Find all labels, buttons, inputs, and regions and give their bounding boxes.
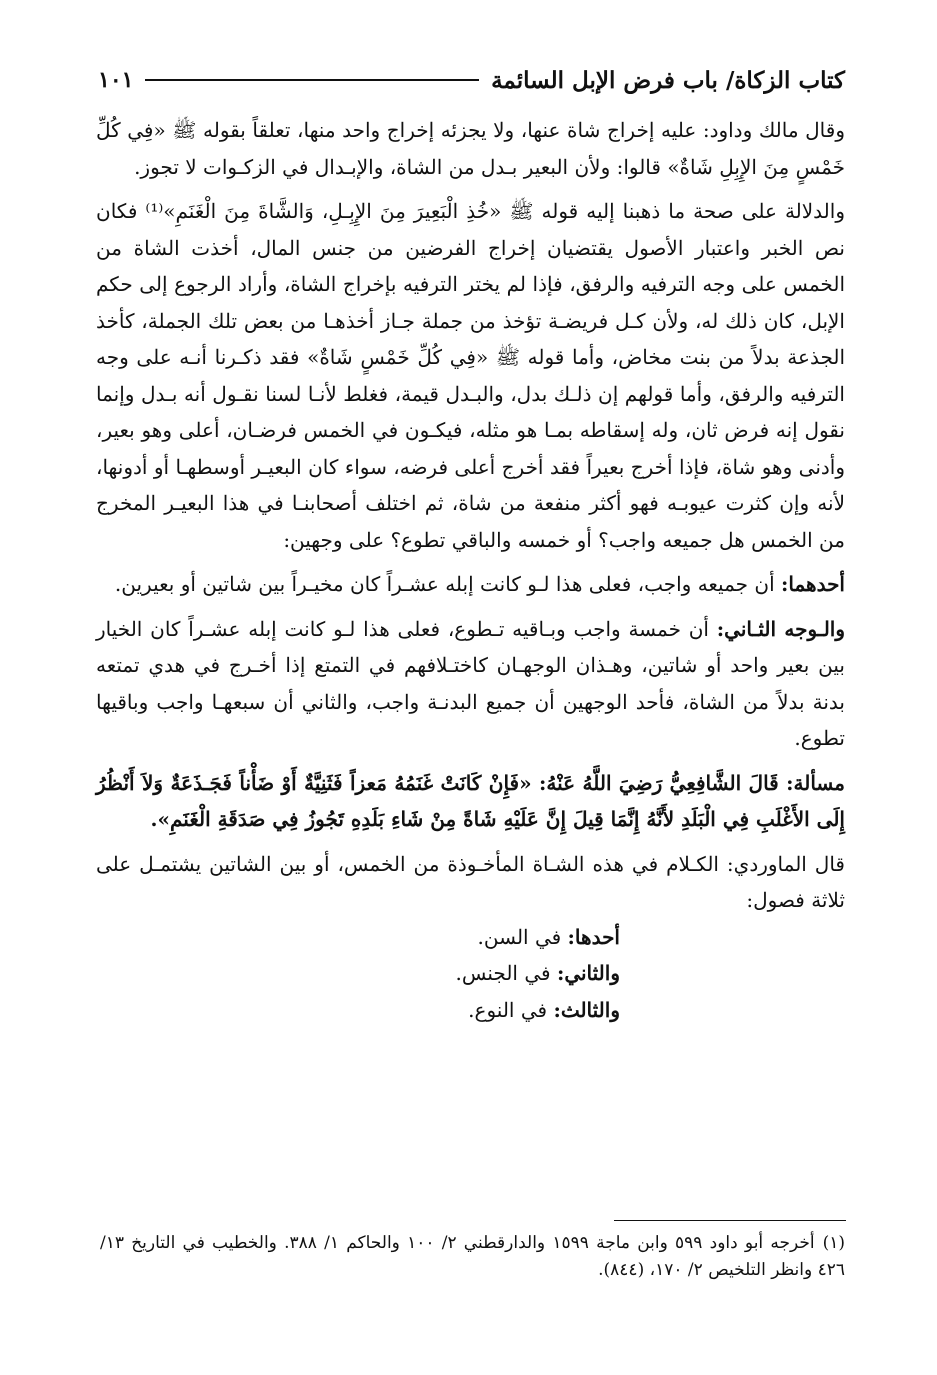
paragraph — [96, 846, 845, 919]
list-item-text: في النوع. — [468, 997, 554, 1022]
footnote-rule — [614, 1220, 846, 1221]
list-item-lead: والثالث: — [553, 997, 620, 1022]
footnote-entry — [100, 1230, 845, 1284]
paragraph-lead: أحدهما: — [780, 572, 845, 596]
paragraph-text: أن جميعه واجب، فعلى هذا لـو كانت إبله عشـراً كان مخيـراً بين شاتين أو بعيرين. — [114, 572, 781, 596]
paragraph — [96, 566, 845, 603]
masala-paragraph — [96, 765, 845, 838]
sections-list — [96, 919, 845, 1029]
footnote-text: أخرجه أبو داود ٥٩٩ وابن ماجة ١٥٩٩ والدارقطني ٢/ ١٠٠ والحاكم ١/ ٣٨٨. والخطيب في التاريخ ١٣/ ٤٢٦ وانظر التلخيص ٢/ ١٧٠، (٨٤٤). — [100, 1233, 845, 1280]
paragraph-text: وقال مالك وداود: عليه إخراج شاة عنها، ولا يجزئه إخراج واحد منها، تعلقاً بقوله ﷺ «فِي كُلِّ خَمْسٍ مِنَ الإِبِلِ شَاةٌ» قالوا: ولأن البعير بـدل من الشاة، والإبـدال في الزكـوات لا تجوز. — [96, 118, 845, 179]
list-item-lead: أحدها: — [567, 924, 620, 949]
header-title: كتاب الزكاة/ باب فرض الإبل السائمة — [491, 66, 845, 94]
list-item-text: في الجنس. — [455, 961, 557, 985]
paragraph-lead: مسألة: قَالَ الشَّافِعِيُّ — [669, 770, 845, 795]
main-text — [96, 112, 845, 1028]
paragraph-lead: والـوجه الثـاني: — [716, 616, 845, 641]
paragraph — [96, 112, 845, 185]
page-number: ١٠١ — [98, 67, 134, 93]
list-item — [96, 992, 620, 1029]
list-item — [96, 919, 620, 956]
paragraph-text: قال الماوردي: الكـلام في هذه الشـاة المأخـوذة من الخمس، أو بين الشاتين يشتمـل على ثلاثة فصول: — [96, 851, 845, 912]
list-item-text: في السن. — [477, 924, 568, 949]
paragraph — [96, 611, 845, 757]
footnote — [100, 1230, 845, 1284]
paragraph-text: رَضِيَ اللَّهُ عَنْهُ: «فَإِنْ كَانَتْ غَنَمُهُ مَعزاً فَثَنِيَّةٌ أَوْ ضَأْناً فَجَـذَعَةٌ وَلاَ أَنْظُرُ إِلَى الأَغْلَبِ فِي الْبَلَدِ لأَنَّهُ إِنَّمَا قِيلَ إِنَّ عَلَيْهِ شَاةً مِنْ شَاءِ بَلَدِهِ تَجُوزُ فِي صَدَقَةِ الْغَنَمِ». — [96, 770, 845, 831]
list-item-lead: والثاني: — [556, 961, 620, 985]
paragraph-text: والدلالة على صحة ما ذهبنا إليه قوله ﷺ «خُذِ الْبَعِيرَ مِنَ الإِبِـلِ، وَالشَّاةَ مِنَ الْغَنَمِ»⁽¹⁾ فكان نص الخبر واعتبار الأصول يقتضيان إخراج الفرضين من جنس المال، أخذت الشاة من الخمس على وجه الترفيه والرفق، فإذا لم يختر الترفيه بإخراج الشاة، وأراد الرجوع إلى حكم الإبل، كان ذلك له، ولأن كـل فريضـة تؤخذ من جملة جـاز أخذهـا من بعض تلك الجملة، كأخذ الجذعة بدلاً من بنت مخاض، وأما قوله ﷺ «فِي كُلِّ خَمْسٍ شَاةٌ» فقد ذكـرنا أنـه على وجه الترفيه والرفق، وأما قولهم إن ذلـك بدل، والبـدل قيمة، فغلط لأنـا لسنا نقـول أنه بـدل وإنما نقول إنه فرض ثان، وله إسقاطه بمـا هو مثله، فيكـون في الخمس فرضـان، أعلى وهو بعير، وأدنى وهو شاة، فإذا أخرج بعيراً فقد أخرج أعلى فرضه، سواء كان البعيـر أوسطهـا أو أدونها، لأنه وإن كثرت عيوبـه فهو أكثر منفعة من شاة، ثم اختلف أصحابنـا في هذا البعيـر المخرج من الخمس هل جميعه واجب؟ أو خمسه والباقي تطوع؟ على وجهين: — [96, 199, 845, 552]
paragraph — [96, 193, 845, 558]
list-item — [96, 955, 620, 992]
running-header — [98, 58, 845, 102]
paragraph-text: أن خمسة واجب وبـاقيه تـطوع، فعلى هذا لـو كانت إبله عشـراً كان الخيار بين بعير واحد أو شاتين، وهـذان الوجهـان كاختـلافهم في التمتع إذا أخـرج في هدي تمتعه بدنة بدلاً من الشاة، فأحد الوجهين أن جميع البدنـة واجب، والثاني أن سبعهـا واجب وباقيها تطوع. — [96, 616, 846, 750]
footnote-marker: (١) — [822, 1233, 846, 1253]
header-rule — [145, 79, 479, 81]
